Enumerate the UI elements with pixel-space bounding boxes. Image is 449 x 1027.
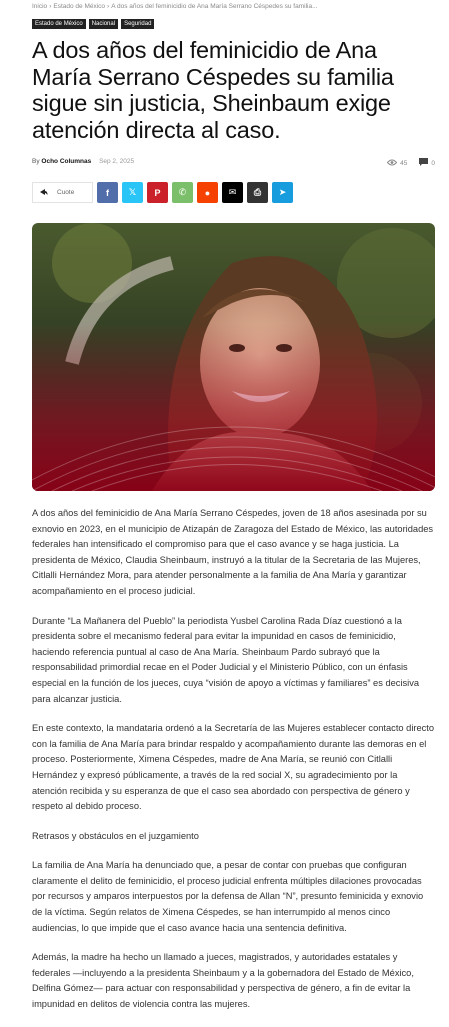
- whatsapp-share-button[interactable]: [172, 182, 193, 203]
- reddit-icon: ●: [204, 187, 211, 198]
- share-label: Cuote: [57, 189, 75, 196]
- article-paragraph: En este contexto, la mandataria ordenó a la Secretaría de las Mujeres establecer contacto directo con la familia de Ana María para brindar respaldo y acompañamiento durante las demoras en el proceso. Posteriormente, Ximena Céspedes, madre de Ana María, se reunió con Citlalli Hernández y expresó públicamente, a través de la red social X, su agradecimiento por la atención recibida y su esperanza de que el caso sea abordado con perspectiva de género y respeto al debido proceso.: [32, 723, 435, 812]
- eye-icon: [387, 159, 397, 168]
- email-share-button[interactable]: [222, 182, 243, 203]
- telegram-icon: ➤: [278, 187, 287, 197]
- whatsapp-icon: ✆: [178, 187, 187, 197]
- article-body: [32, 506, 435, 1027]
- twitter-share-button[interactable]: [122, 182, 143, 203]
- page-title: A dos años del feminicidio de Ana María Serrano Céspedes su familia sigue sin justicia, Sheinbaum exige atención directa al caso.: [32, 37, 394, 143]
- share-buttons: [97, 182, 293, 203]
- portrait-photo: [32, 223, 435, 491]
- article-subheading: Retrasos y obstáculos en el juzgamiento: [32, 830, 199, 841]
- publish-date: Sep 2, 2025: [99, 158, 135, 165]
- tag-nacional[interactable]: Nacional: [89, 19, 118, 29]
- tag-seguridad[interactable]: Seguridad: [121, 19, 154, 29]
- author-link[interactable]: Ocho Columnas: [41, 158, 92, 165]
- views-counter: [387, 159, 407, 168]
- article-meta: [32, 158, 435, 168]
- article-paragraph: Además, la madre ha hecho un llamado a jueces, magistrados, y autoridades estatales y federales —incluyendo a la presidenta Sheinbaum y a la gobernadora del Estado de México, Delfina Gómez— para actuar con responsabilidad y perspectiva de género, a fin de evitar la impunidad en delitos de violencia contra las mujeres.: [32, 952, 414, 1010]
- article-paragraph: Durante “La Mañanera del Pueblo” la periodista Yusbel Carolina Rada Díaz cuestionó a la presidenta sobre el mecanismo federal para evitar la impunidad en casos de feminicidio, haciendo referencia puntual al caso de Ana María. Sheinbaum Pardo subrayó que la responsabilidad primordial recae en el Poder Judicial y el Ministerio Público, con un énfasis especial en la función de los jueces, cuya “visión de apoyo a víctimas y familiares” es decisiva para alcanzar justicia.: [32, 615, 420, 704]
- comments-count: 0: [431, 159, 435, 167]
- category-tags: [32, 19, 154, 29]
- breadcrumb-category-link[interactable]: Estado de México: [53, 3, 106, 10]
- email-icon: ✉: [228, 187, 237, 197]
- featured-image: [32, 223, 435, 491]
- print-share-button[interactable]: [247, 182, 268, 203]
- article-paragraph: La familia de Ana María ha denunciado que, a pesar de contar con pruebas que configuran claramente el delito de feminicidio, el proceso judicial enfrenta múltiples dilaciones provocadas por recursos y amparos interpuestos por la defensa de Allan “N”, presunto feminicida y exnovio de la víctima. Según relatos de Ximena Céspedes, se han interrumpido al menos cinco audiencias, lo que impide que el caso avance hacia una sentencia definitiva.: [32, 860, 424, 933]
- reddit-share-button[interactable]: [197, 182, 218, 203]
- facebook-share-button[interactable]: [97, 182, 118, 203]
- share-bar: [32, 182, 293, 203]
- share-icon: [33, 188, 53, 198]
- breadcrumb-home-link[interactable]: Inicio: [32, 3, 48, 10]
- breadcrumb: [32, 3, 318, 10]
- facebook-icon: f: [106, 187, 109, 198]
- breadcrumb-current: A dos años del feminicidio de Ana María Serrano Céspedes su familia...: [111, 3, 318, 10]
- twitter-icon: 𝕏: [128, 187, 137, 197]
- pinterest-icon: P: [154, 187, 161, 198]
- author-by-label: By: [32, 158, 40, 165]
- tag-estado-de-mexico[interactable]: Estado de México: [32, 19, 86, 29]
- telegram-share-button[interactable]: [272, 182, 293, 203]
- pinterest-share-button[interactable]: [147, 182, 168, 203]
- breadcrumb-separator: ›: [107, 3, 110, 10]
- comment-icon: [419, 158, 428, 168]
- comments-counter[interactable]: [419, 158, 435, 168]
- article-paragraph: A dos años del feminicidio de Ana María Serrano Céspedes, joven de 18 años asesinada por su exnovio en 2023, en el municipio de Atizapán de Zaragoza del Estado de México, las autoridades federales han intensificado el compromiso para que el caso avance y se haga justicia. La presidenta de México, Claudia Sheinbaum, instruyó a la titular de la Secretaria de las Mujeres, Citlalli Hernández Mora, para atender personalmente a la familia de Ana María y garantizar acompañamiento en el proceso judicial.: [32, 508, 434, 596]
- share-quote-button[interactable]: [32, 182, 93, 203]
- print-icon: ⎙: [253, 187, 262, 197]
- views-count: 45: [400, 159, 408, 167]
- breadcrumb-separator: ›: [49, 3, 52, 10]
